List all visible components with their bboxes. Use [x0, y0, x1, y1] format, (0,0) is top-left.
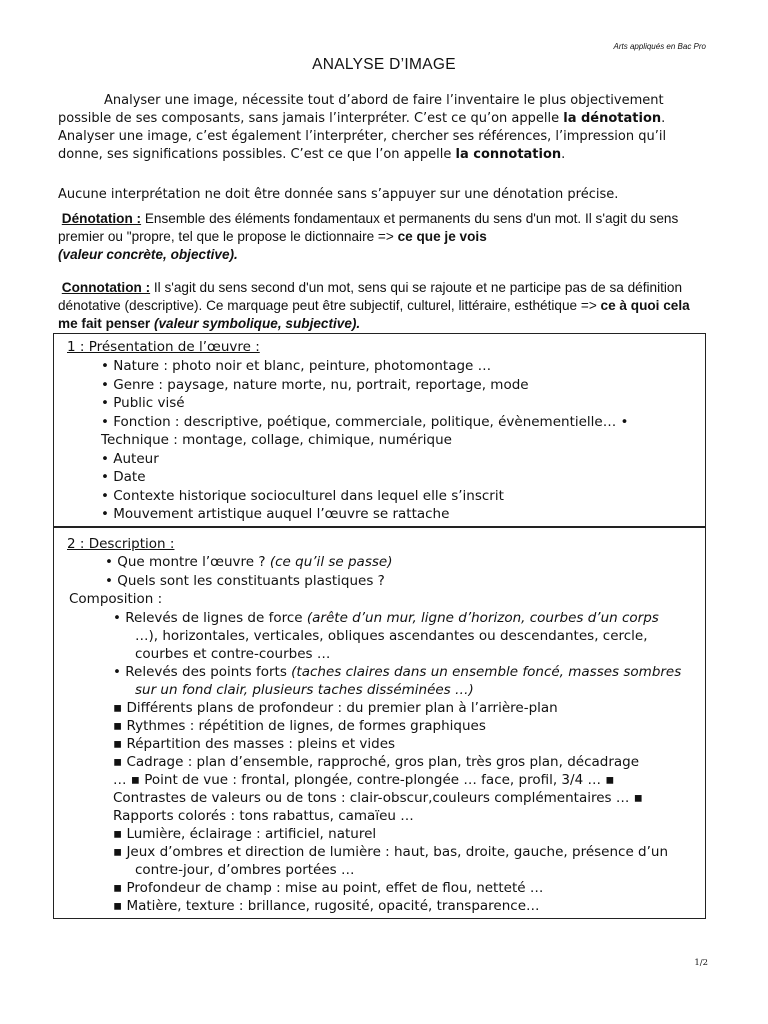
lines-of-force-item: [113, 609, 659, 628]
denotation-definition: [58, 210, 708, 264]
connotation-text: Il s'agit du sens second d'un mot, sens qui se rajoute et ne participe pas de sa définition dénotative (descriptive). Ce marquage peut être subjectif, culturel, littéraire, esthétique =>: [58, 280, 683, 313]
composition-item: ▪ Matière, texture : brillance, rugosité, opacité, transparence…: [113, 898, 540, 914]
composition-item: Rapports colorés : tons rabattus, camaïeu …: [113, 808, 414, 824]
intro-denotation-term: la dénotation: [563, 111, 662, 126]
denotation-label: Dénotation :: [61, 211, 142, 226]
section1-item: • Mouvement artistique auquel l’œuvre se rattache: [101, 506, 450, 522]
connotation-definition: [58, 279, 708, 333]
intro-text-3: .: [561, 147, 566, 162]
denotation-text: Ensemble des éléments fondamentaux et permanents du sens d'un mot. Il s'agit du sens premier ou "propre, tel que le propose le dictionnaire =>: [58, 211, 679, 244]
denotation-bold: ce que je vois: [397, 229, 487, 244]
composition-item: ▪ Répartition des masses : pleins et vides: [113, 736, 396, 752]
page-number: 1/2: [694, 958, 708, 968]
section1-heading: 1 : Présentation de l’œuvre :: [67, 339, 260, 355]
lines-of-force-cont: courbes et contre-courbes …: [135, 646, 331, 662]
section1-item: Technique : montage, collage, chimique, numérique: [101, 432, 452, 448]
composition-item: … ▪ Point de vue : frontal, plongée, contre-plongée … face, profil, 3/4 … ▪: [113, 772, 615, 788]
intro-warning: Aucune interprétation ne doit être donnée sans s’appuyer sur une dénotation précise.: [58, 187, 619, 202]
connotation-label: Connotation :: [61, 280, 151, 295]
connotation-bold: ce à quoi cela me fait penser: [58, 298, 690, 331]
section2-heading: 2 : Description :: [67, 536, 175, 552]
composition-item: ▪ Rythmes : répétition de lignes, de formes graphiques: [113, 718, 486, 734]
section1-item: • Fonction : descriptive, poétique, commerciale, politique, évènementielle… •: [101, 413, 629, 430]
intro-text-1: Analyser une image, nécessite tout d’abord de faire l’inventaire le plus objectivement possible de ses composants, sans jamais l’interpréter. C’est ce qu’on appelle: [58, 93, 664, 126]
strong-points-item: [113, 663, 681, 682]
composition-item: ▪ Cadrage : plan d’ensemble, rapproché, gros plan, très gros plan, décadrage: [113, 754, 640, 770]
strong-points-italic: (taches claires dans un ensemble foncé, masses sombres: [291, 664, 682, 680]
section2-question-2: • Quels sont les constituants plastiques ?: [105, 573, 385, 589]
section1-item: • Date: [101, 469, 146, 485]
lines-of-force-text: • Relevés de lignes de force: [113, 610, 307, 626]
question-1-italic: (ce qu’il se passe): [269, 554, 393, 570]
intro-paragraph: [58, 92, 708, 164]
composition-item: ▪ Profondeur de champ : mise au point, effet de flou, netteté …: [113, 880, 544, 896]
composition-item: contre-jour, d’ombres portées …: [135, 862, 355, 878]
question-1-text: • Que montre l’œuvre ?: [105, 554, 270, 570]
section-description: [53, 526, 706, 919]
section1-item: • Nature : photo noir et blanc, peinture, photomontage …: [101, 358, 492, 374]
section-presentation: [53, 333, 706, 528]
section1-item: • Genre : paysage, nature morte, nu, portrait, reportage, mode: [101, 376, 529, 393]
lines-of-force-italic: (arête d’un mur, ligne d’horizon, courbes d’un corps: [306, 610, 659, 626]
intro-text-2: . Analyser une image, c’est également l’interpréter, chercher ses références, l’impression qu’il donne, ses significations possibles. C’est ce que l’on appelle: [58, 111, 667, 162]
header-note: Arts appliqués en Bac Pro: [613, 42, 706, 51]
intro-connotation-term: la connotation: [455, 147, 562, 162]
section1-item: • Contexte historique socioculturel dans lequel elle s’inscrit: [101, 487, 504, 504]
composition-item: ▪ Lumière, éclairage : artificiel, naturel: [113, 826, 377, 842]
composition-label: Composition :: [69, 591, 163, 607]
section1-item: • Auteur: [101, 450, 159, 467]
composition-item: ▪ Différents plans de profondeur : du premier plan à l’arrière-plan: [113, 700, 558, 716]
connotation-italic: (valeur symbolique, subjective).: [153, 316, 361, 331]
composition-item: ▪ Jeux d’ombres et direction de lumière : haut, bas, droite, gauche, présence d’un: [113, 844, 669, 860]
page-title: ANALYSE D’IMAGE: [312, 56, 456, 73]
denotation-italic: (valeur concrète, objective).: [58, 247, 238, 262]
strong-points-text: • Relevés des points forts: [113, 664, 292, 680]
composition-item: Contrastes de valeurs ou de tons : clair-obscur,couleurs complémentaires … ▪: [113, 790, 643, 806]
section2-question-1: [105, 553, 392, 572]
lines-of-force-cont: …), horizontales, verticales, obliques ascendantes ou descendantes, cercle,: [135, 628, 648, 644]
section1-item: • Public visé: [101, 395, 185, 411]
strong-points-cont: sur un fond clair, plusieurs taches disséminées …): [135, 682, 474, 698]
